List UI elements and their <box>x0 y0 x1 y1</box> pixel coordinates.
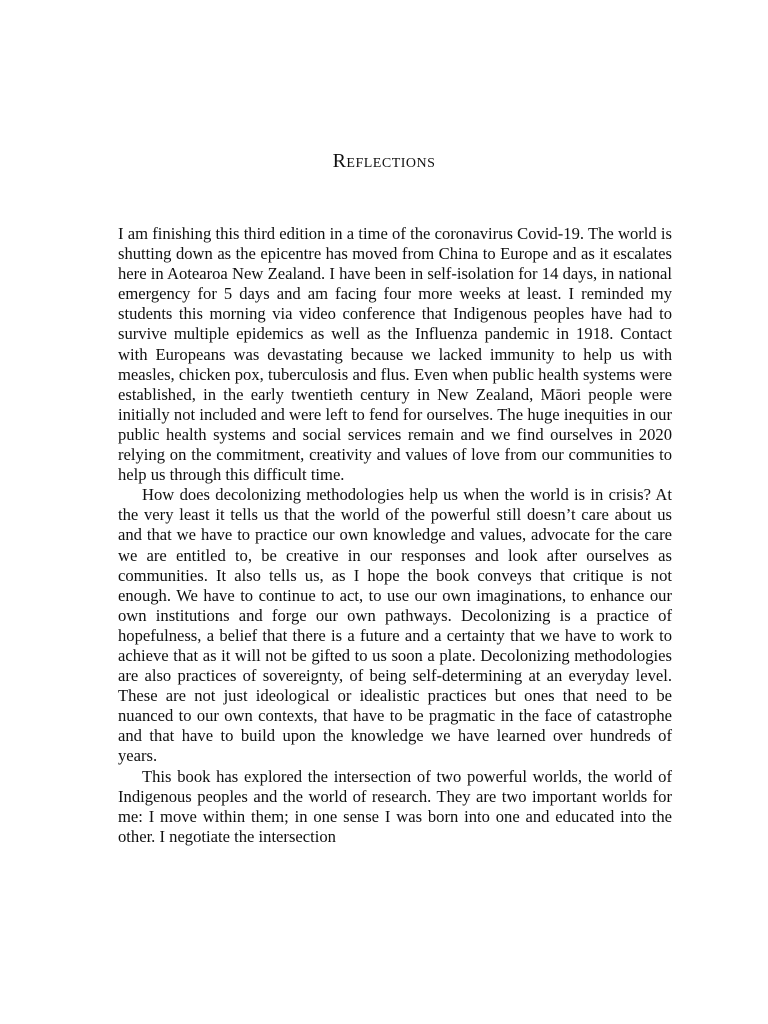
paragraph-1: I am finishing this third edition in a time of the coronavirus Covid-19. The world is shutting down as the epicentre has moved from China to Europe and as it escalates here in Aotearoa New Zealand. I have been in self-isolation for 14 days, in national emergency for 5 days and am facing four more weeks at least. I reminded my students this morning via video conference that Indigenous peoples have had to survive multiple epidemics as well as the Influenza pandemic in 1918. Contact with Europeans was devastating because we lacked immunity to help us with measles, chicken pox, tuberculosis and flus. Even when public health systems were established, in the early twentieth century in New Zealand, Māori people were initially not included and were left to fend for ourselves. The huge inequities in our public health systems and social services remain and we find ourselves in 2020 relying on the commitment, creativity and values of love from our communities to help us through this difficult time. <box>118 224 672 485</box>
chapter-title: Reflections <box>332 150 436 172</box>
body-text <box>118 224 672 847</box>
paragraph-2: How does decolonizing methodologies help us when the world is in crisis? At the very least it tells us that the world of the powerful still doesn’t care about us and that we have to practice our own knowledge and values, advocate for the care we are entitled to, be creative in our responses and look after ourselves as communities. It also tells us, as I hope the book conveys that critique is not enough. We have to continue to act, to use our own imaginations, to enhance our own institutions and forge our own pathways. Decolonizing is a practice of hopefulness, a belief that there is a future and a certainty that we have to work to achieve that as it will not be gifted to us soon a plate. Decolonizing methodologies are also practices of sovereignty, of being self-determining at an everyday level. These are not just ideological or idealistic practices but ones that need to be nuanced to our own contexts, that have to be pragmatic in the face of catastrophe and that have to build upon the knowledge we have learned over hundreds of years. <box>118 485 672 766</box>
paragraph-3: This book has explored the intersection of two powerful worlds, the world of Indigenous peoples and the world of research. They are two important worlds for me: I move within them; in one sense I was born into one and educated into the other. I negotiate the intersection <box>118 766 672 846</box>
